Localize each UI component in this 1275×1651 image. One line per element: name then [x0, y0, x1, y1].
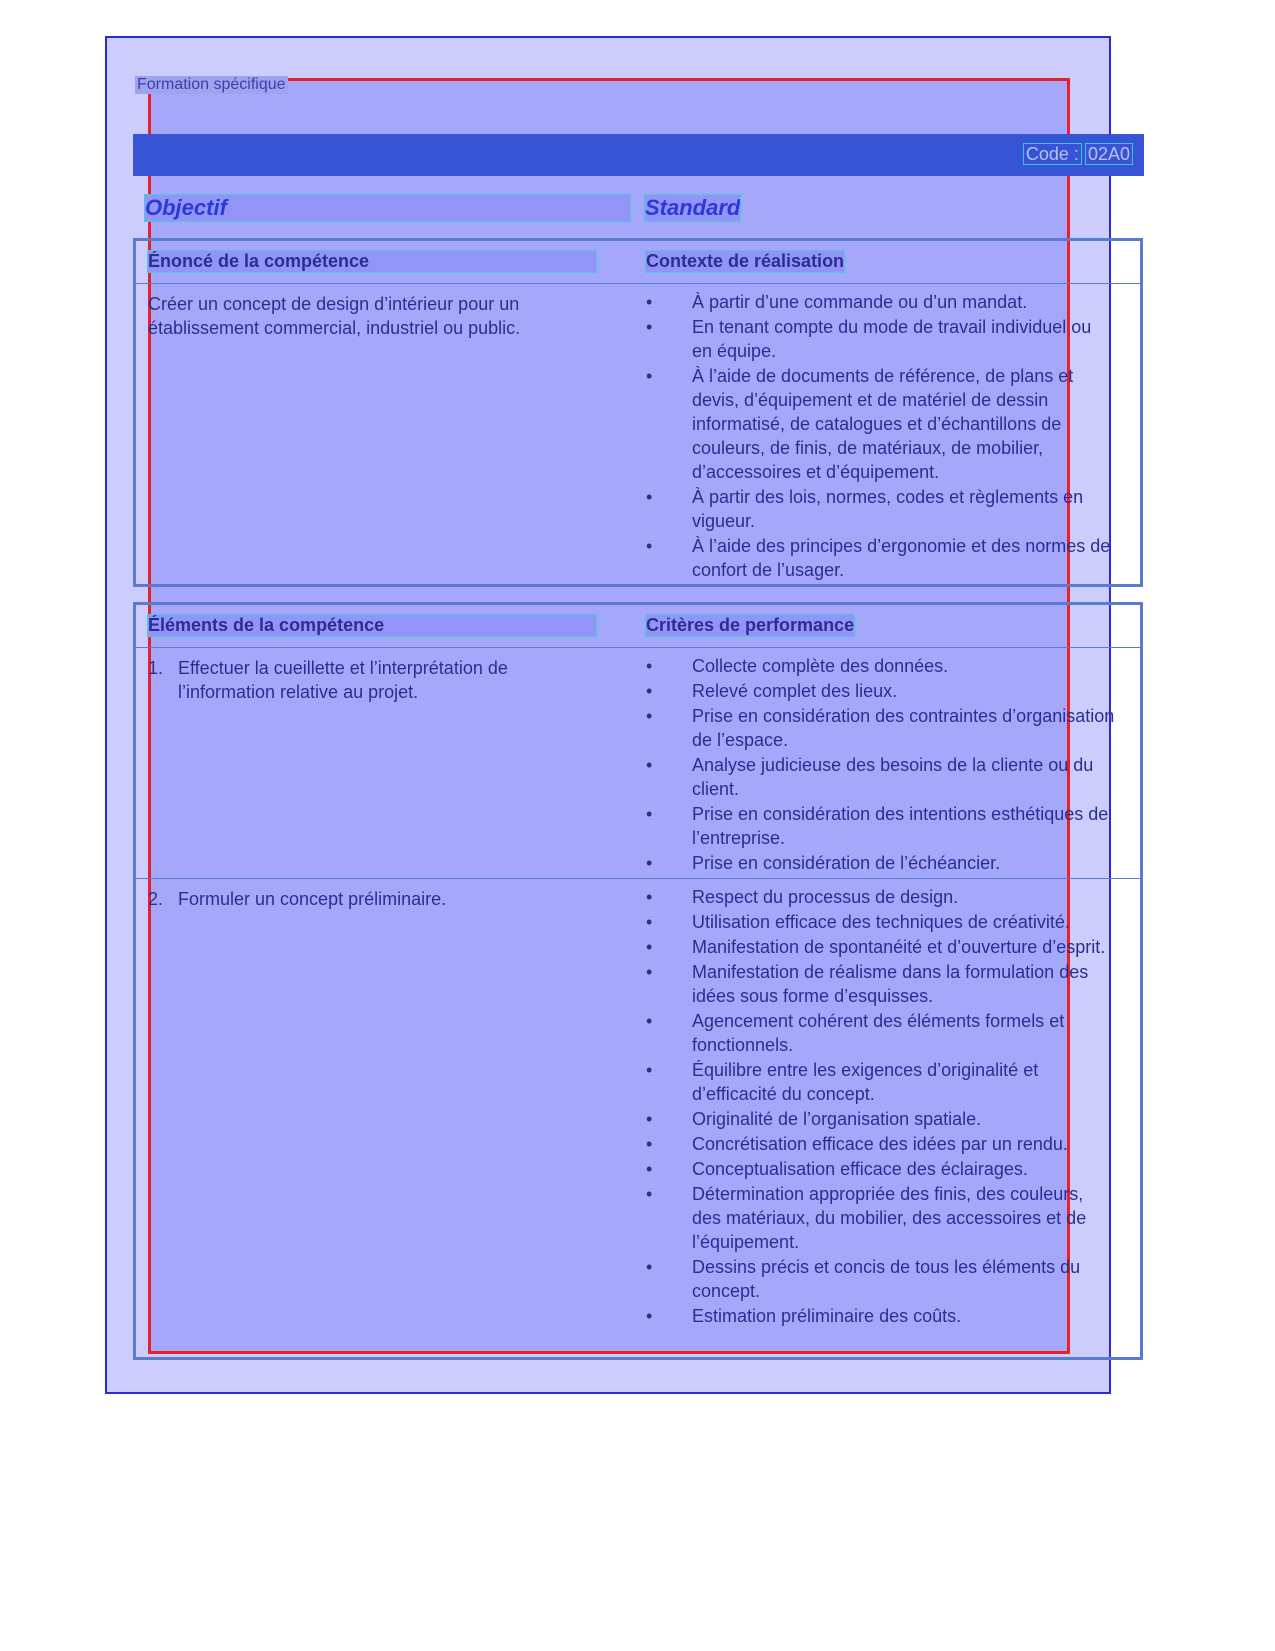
table-header	[136, 605, 1140, 648]
competency-elements-table	[133, 602, 1143, 1360]
element-1	[148, 656, 608, 704]
list-item: • Dessins précis et concis de tous les éléments du concept.	[646, 1255, 1116, 1303]
list-item: • À l’aide des principes d’ergonomie et des normes de confort de l’usager.	[646, 534, 1116, 582]
code-value: 02A0	[1087, 144, 1130, 164]
competency-code	[1024, 144, 1132, 165]
criteria-column-header: Critères de performance	[646, 615, 855, 635]
competency-statement-table	[133, 238, 1143, 587]
list-item: • Prise en considération de l’échéancier.	[646, 851, 1116, 875]
list-item: • Équilibre entre les exigences d’originalité et d’efficacité du concept.	[646, 1058, 1116, 1106]
code-label: Code :	[1025, 144, 1079, 164]
statement-column-header: Énoncé de la compétence	[148, 251, 596, 272]
program-label: Formation spécifique	[137, 76, 286, 93]
table-row	[136, 648, 1140, 879]
table-row	[136, 879, 1140, 1349]
list-item: • Agencement cohérent des éléments formels et fonctionnels.	[646, 1009, 1116, 1057]
list-item: • Analyse judicieuse des besoins de la cliente ou du client.	[646, 753, 1116, 801]
element-text: Effectuer la cueillette et l’interprétation de l’information relative au projet.	[178, 658, 508, 702]
list-item: • En tenant compte du mode de travail individuel ou en équipe.	[646, 315, 1116, 363]
list-item: • Manifestation de réalisme dans la formulation des idées sous forme d’esquisses.	[646, 960, 1116, 1008]
standard-heading: Standard	[645, 195, 741, 220]
list-item: • Relevé complet des lieux.	[646, 679, 1116, 703]
list-item: • Détermination appropriée des finis, des couleurs, des matériaux, du mobilier, des accessoires et de l’équipement.	[646, 1182, 1116, 1254]
criteria-list	[646, 654, 1116, 876]
list-item: • À partir d’une commande ou d’un mandat.	[646, 290, 1116, 314]
list-item: • Respect du processus de design.	[646, 885, 1116, 909]
list-item: • Prise en considération des intentions esthétiques de l’entreprise.	[646, 802, 1116, 850]
competency-statement: Créer un concept de design d’intérieur pour un établissement commercial, industriel ou public.	[148, 294, 521, 338]
element-2	[148, 887, 608, 911]
list-item: • Originalité de l’organisation spatiale.	[646, 1107, 1116, 1131]
list-item: • À l’aide de documents de référence, de plans et devis, d’équipement et de matériel de dessin informatisé, de catalogues et d’échantillons de couleurs, de finis, de matériaux, de mobilier, d’accessoires et d’équipement.	[646, 364, 1116, 484]
list-item: • Manifestation de spontanéité et d’ouverture d’esprit.	[646, 935, 1116, 959]
criteria-list	[646, 885, 1116, 1329]
list-item: • Utilisation efficace des techniques de créativité.	[646, 910, 1116, 934]
list-item: • Prise en considération des contraintes d’organisation de l’espace.	[646, 704, 1116, 752]
table-header	[136, 241, 1140, 284]
list-item: • À partir des lois, normes, codes et règlements en vigueur.	[646, 485, 1116, 533]
table-row	[136, 284, 1140, 584]
context-list	[646, 290, 1116, 583]
element-number: 2.	[148, 889, 164, 909]
list-item: • Concrétisation efficace des idées par un rendu.	[646, 1132, 1116, 1156]
context-column-header: Contexte de réalisation	[646, 251, 845, 271]
list-item: • Conceptualisation efficace des éclairages.	[646, 1157, 1116, 1181]
list-item: • Collecte complète des données.	[646, 654, 1116, 678]
element-text: Formuler un concept préliminaire.	[178, 889, 447, 909]
code-bar	[133, 134, 1144, 176]
list-item: • Estimation préliminaire des coûts.	[646, 1304, 1116, 1328]
elements-column-header: Éléments de la compétence	[148, 615, 596, 636]
element-number: 1.	[148, 658, 164, 678]
objective-heading: Objectif	[145, 195, 630, 221]
